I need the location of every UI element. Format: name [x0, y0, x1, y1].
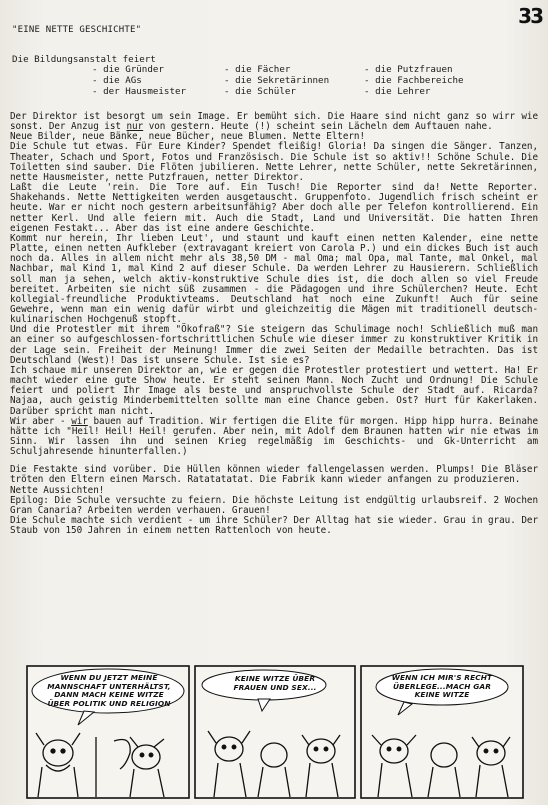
balloon-line: MANNSCHAFT UNTERHÄLTST,: [47, 681, 171, 691]
list-item: - die Schüler: [224, 86, 296, 97]
list-item: - die Sekretärinnen: [224, 75, 330, 86]
comic-panel-1: [27, 665, 189, 799]
comic-panel-3: [361, 665, 523, 799]
paragraph: Kommt nur herein, Ihr lieben Leut', und staunt und kauft einen netten Kalender, eine nette Platte, einen netten Aufkleber (extravagant kreiert von Carola P.) und ein dickes Buch ist auch noch da. Alles in allem nicht mehr als 38,50 DM - mal Oma; mal Opa, mal Tante, mal Onkel, mal Nachbar, mal Kind 1, mal Kind 2 auf dieser Schule. Da werden Lehrer zu Hausierern. Schließlich soll man ja sehen, welch aktiv-konstruktive Schule dies ist, die doch allen so viel Freude bereitet. Arbeiten sie nicht süß zusammen - die Pädagogen und ihre Schülerchen? Heute. Echt kollegial-freundliche Produktivteams. Deutschland hat noch eine Zukunft! Auch für seine Gewehre, wenn man ein wenig dafür wirbt und gleichzeitig die Mägen mit traditionell deutsch-kulinarischen Hochgenuß stopft.: [10, 232, 538, 326]
list-column-1: [92, 64, 186, 97]
paragraph: [10, 112, 538, 132]
list-item: - die Fachbereiche: [364, 75, 464, 86]
underlined-word: nur: [126, 121, 144, 133]
list-item: - die Putzfrauen: [364, 64, 453, 75]
paragraph-text: bauen auf Tradition. Wir fertigen die Elite für morgen. Hipp hipp hurra. Beinahe hätte ich "Heil! Heil! Heil! gerufen. Aber nein, mit Adolf dem Braunen hatten wir nie etwas im Sinn. Wir lassen ihn und seinen Krieg regelmäßig im Geschichts- und Gk-Unterricht am Schuljahresende hinunterfallen.): [10, 415, 538, 458]
paragraph-text: Wir aber -: [10, 415, 72, 427]
speech-balloon: [35, 674, 183, 708]
balloon-line: WENN DU JETZT MEINE: [60, 673, 158, 682]
paragraph: Neue Bilder, neue Bänke, neue Bücher, neue Blumen. Nette Eltern!: [10, 131, 366, 143]
balloon-line: ÜBER POLITIK UND RELIGION: [47, 698, 171, 708]
paragraph: Und die Protestler mit ihrem "Ökofraß"? Sie steigern das Schulimage noch! Schließlich muß man an einer so aufgeschlossen-fortschrittlichen Schule wie dieser immer zu konstruktiver Kritik in der Lage sein. Freiheit der Meinung! Immer die zwei Seiten der Medaille betrachten. Das ist Deutschland (West)! Das ist unsere Schule. Ist sie es?: [10, 324, 538, 366]
comic-panel-2: [195, 665, 355, 799]
speech-balloon: [209, 675, 341, 692]
list-item: - die Fächer: [224, 64, 291, 75]
paragraph: Nette Aussichten!: [10, 484, 105, 496]
balloon-line: WENN ICH MIR'S RECHT: [391, 673, 493, 682]
list-item: - die AGs: [92, 75, 142, 86]
paragraph: Die Schule tut etwas. Für Eure Kinder? Spendet fleißig! Gloria! Da singen die Sänger. Tanzen, Theater, Schach und Sport, Fotos und Französisch. Die Schule ist so aktiv!! Schöne Schule. Die Toiletten sind sauber. Die Flöten jubilieren. Nette Lehrer, nette Schüler, nette Sekretärinnen, nette Hausmeister, nette Putzfrauen, netter Direktor.: [10, 141, 538, 183]
balloon-line: FRAUEN UND SEX...: [233, 682, 317, 692]
balloon-line: KEINE WITZE: [414, 690, 470, 700]
balloon-line: KEINE WITZE ÜBER: [234, 674, 316, 683]
paragraph-text: von gestern. Heute (!) scheint sein Lächeln dem Auftauen nahe.: [143, 121, 493, 133]
list-item: - der Hausmeister: [92, 86, 187, 97]
paragraph: Epilog: Die Schule versuchte zu feiern. Die höchste Leitung ist endgültig urlaubsreif. 2 Wochen Gran Canaria? Arbeiten werden verhauen. Grauen!: [10, 494, 538, 516]
article-title: "EINE NETTE GESCHICHTE": [12, 25, 142, 35]
list-item: - die Lehrer: [364, 86, 431, 97]
paragraph: Ich schaue mir unseren Direktor an, wie er gegen die Protestler protestiert und wettert. Ha! Er macht wieder eine gute Show heute. Er steht seinen Mann. Noch Zucht und Ordnung! Die Schule feiert und poliert Ihr Image als beste und anspruchvollste Schule der Stadt auf. Ricarda? Najaa, auch geistig Minderbemittelten sollte man eine Chance geben. Ost? Hurt für Kakerlaken. Darüber spricht man nicht.: [10, 364, 538, 417]
comic-strip: [26, 665, 526, 800]
speech-balloon: [376, 674, 508, 700]
paragraph: [10, 417, 538, 458]
underlined-word: wir: [71, 415, 88, 427]
page-number: 33: [518, 4, 542, 28]
list-column-3: [364, 64, 464, 97]
article-body: [10, 112, 538, 536]
paragraph: Die Schule machte sich verdient - um ihre Schüler? Der Alltag hat sie wieder. Grau in grau. Der Staub von 150 Jahren in einem netten Rattenloch von heute.: [10, 515, 538, 537]
paragraph: Laßt die Leute 'rein. Die Tore auf. Ein Tusch! Die Reporter sind da! Nette Reporter. Shakehands. Nette Nettigkeiten werden ausgetauscht. Gruppenfoto. Jugendlich frisch scheint er heute. War er nicht noch gestern arbeitsunfähig? Aber doch alle per Telefon kontrollierend. Ein netter Kerl. Und alle feiern mit. Auch die Stadt, Land und Universität. Die hatten Ihren eigenen Festakt... Aber das ist eine andere Geschichte.: [10, 182, 538, 234]
intro-line: Die Bildungsanstalt feiert: [12, 54, 156, 65]
list-item: - die Gründer: [92, 64, 164, 75]
list-column-2: [224, 64, 329, 97]
paragraph: Die Festakte sind vorüber. Die Hüllen können wieder fallengelassen werden. Plumps! Die Bläser tröten den Eltern einen Marsch. Ratatatatat. Die Fabrik kann wieder anfangen zu produzieren.: [10, 464, 538, 486]
celebrants-list: [12, 64, 532, 104]
balloon-line: ÜBERLEGE...MACH GAR: [392, 681, 492, 691]
paragraph-text: Der Direktor ist besorgt um sein Image. Er bemüht sich. Die Haare sind nicht ganz so wirr wie sonst. Der Anzug ist: [10, 111, 538, 133]
balloon-line: DANN MACH KEINE WITZE: [54, 690, 164, 700]
